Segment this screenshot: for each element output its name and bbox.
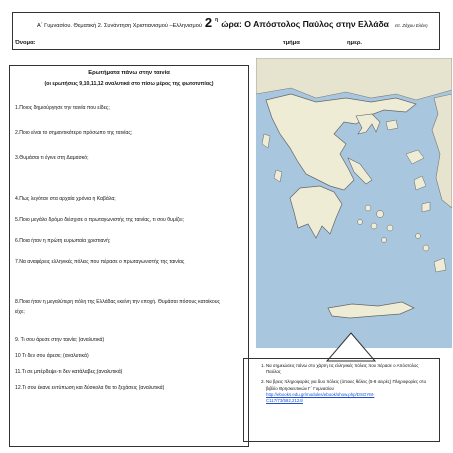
question-item: 12.Τι σου έκανε εντύπωση και δύσκολα θα το ξεχάσεις (αναλυτικά) bbox=[15, 385, 165, 391]
question-item: 11.Τι σε μπέρδεψε-τι δεν κατάλαβες;(αναλυτικά) bbox=[15, 369, 123, 375]
samos-island bbox=[422, 202, 430, 212]
question-item: 8.Ποια ήταν η μεγαλύτερη πόλη της Ελλάδας εκείνη την εποχή. Θυμάσαι πόσους κατοίκους bbox=[15, 299, 220, 305]
thasos-island bbox=[386, 120, 398, 130]
notes-item-text: Να βρεις πληροφορίες για δυο πόλεις (όποιες θέλεις (5-8 σειρές) Πληροφορίες στο βιβλίο Θρησκευτικών Γ΄ Γυμνασίου bbox=[266, 379, 427, 391]
question-item: 5.Ποιο μεγάλο δρόμο διέσχισε ο πρωταγωνιστής της ταινίας, τι σου θυμίζει; bbox=[15, 217, 184, 223]
cyclades-island bbox=[365, 205, 371, 211]
dodecanese-island bbox=[416, 234, 421, 239]
greece-map bbox=[256, 58, 452, 348]
cyclades-island bbox=[382, 238, 387, 243]
header-title-line bbox=[37, 15, 428, 30]
notes-item bbox=[266, 363, 433, 375]
question-item: 3.Θυμάσαι τι έγινε στη Δαμασκό; bbox=[15, 155, 89, 161]
ebook-link[interactable]: C117/73/592,2124/ bbox=[266, 398, 304, 404]
cyclades-island bbox=[387, 225, 393, 231]
cyclades-island bbox=[371, 223, 377, 229]
triangle-outline bbox=[327, 333, 375, 361]
header-prefix: Α΄ Γυμνασίου. Θεματική 2. Συνάντηση Χριστιανισμού –Ελληνισμού bbox=[37, 23, 202, 29]
name-label: Όνομα: bbox=[15, 40, 36, 46]
question-item: 4.Πως λεγόταν στα αρχαία χρόνια η Καβάλα; bbox=[15, 196, 116, 202]
question-item: 9. Τι σου άρεσε στην ταινία; (αναλυτικά) bbox=[15, 337, 105, 343]
ebook-link[interactable]: http://ebooks.edu.gr/modules/ebook/show.php/DSGYM- bbox=[266, 391, 375, 397]
worksheet-header bbox=[12, 12, 440, 50]
question-item: 1.Ποιος δημιούργησε την ταινία που είδες; bbox=[15, 105, 110, 111]
lesson-number: 2 bbox=[204, 15, 213, 30]
question-item: 2.Ποιο είναι το σημαντικότερο πρόσωπο της ταινίας; bbox=[15, 130, 133, 136]
question-item: 7.Να αναφέρεις ελληνικές πόλεις που πέρασε ο πρωταγωνιστής της ταινίας bbox=[15, 259, 185, 265]
question-item: 10 Τι δεν σου άρεσε; (αναλυτικά) bbox=[15, 353, 89, 359]
lesson-title: ώρα: Ο Απόστολος Παύλος στην Ελλάδα bbox=[221, 19, 389, 29]
cyclades-island bbox=[358, 220, 363, 225]
notes-list bbox=[244, 359, 439, 404]
questions-subtitle: (οι ερωτήσεις 9,10,11,12 αναλυτικά στο πίσω μέρος της φωτοτυπίας) bbox=[44, 81, 214, 87]
teacher-name: επ. Ζάχου Ελένη bbox=[394, 23, 428, 28]
notes-item-text: Να σημειώσεις πάνω στο χάρτη τις ελληνικές πόλεις που πέρασε ο Απόστολος Παύλος bbox=[266, 363, 419, 375]
question-item: είχε; bbox=[15, 309, 25, 315]
questions-box bbox=[9, 65, 249, 447]
questions-title: Ερωτήματα πάνω στην ταινία bbox=[88, 70, 170, 76]
class-label: τμήμα bbox=[283, 40, 300, 46]
cyclades-island bbox=[377, 211, 384, 218]
question-item: 6.Ποια ήταν η πρώτη ευρωπαία χριστιανή; bbox=[15, 238, 111, 244]
notes-box bbox=[243, 358, 440, 442]
date-label: ημερ. bbox=[347, 40, 363, 46]
notes-item bbox=[266, 379, 433, 404]
dodecanese-island bbox=[423, 245, 429, 251]
lesson-ordinal: η bbox=[215, 17, 219, 23]
